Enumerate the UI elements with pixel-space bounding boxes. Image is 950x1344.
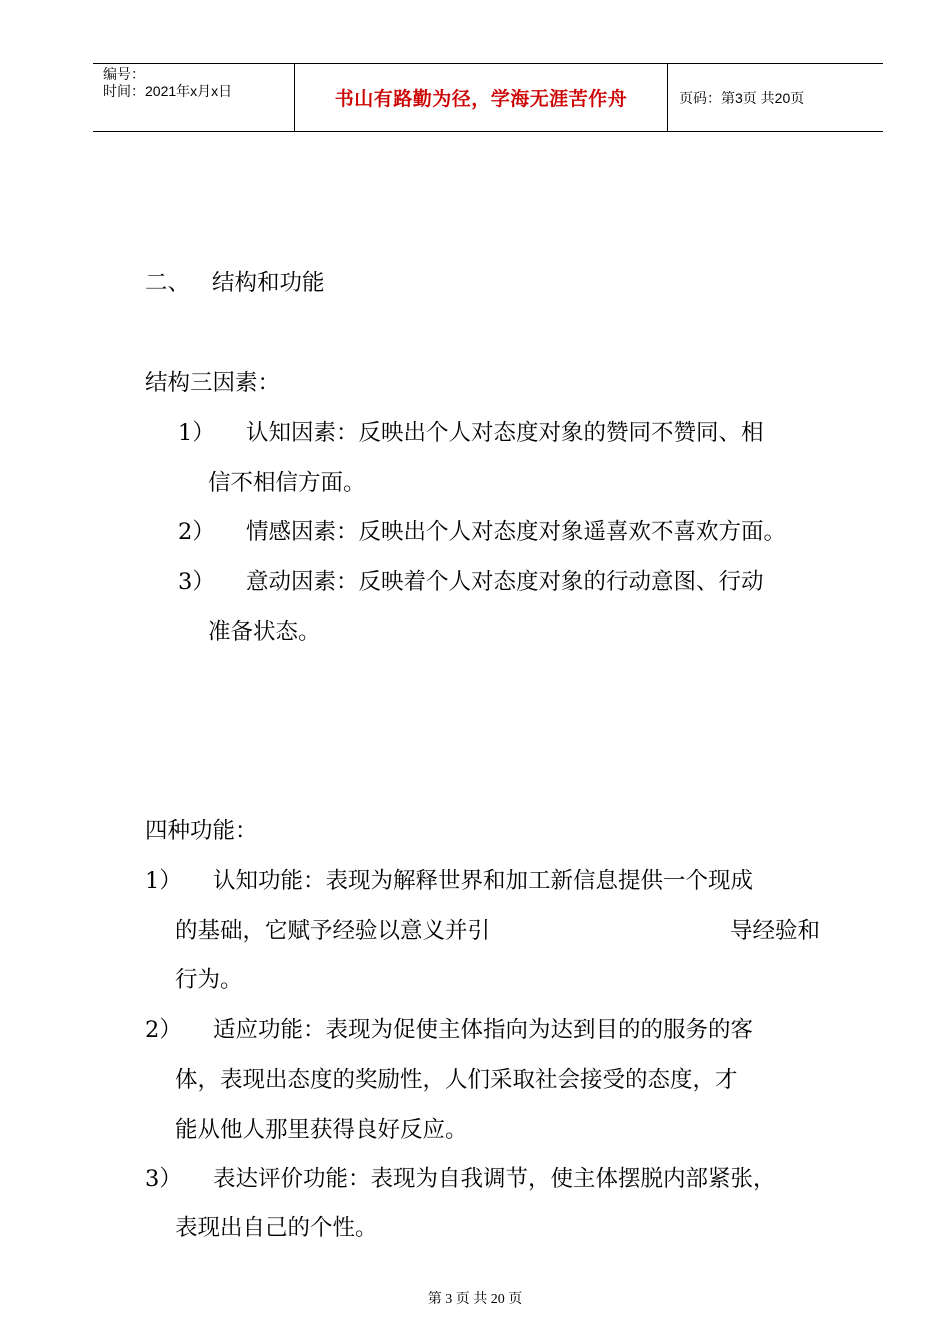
list-item-text: 表达评价功能：表现为自我调节，使主体摆脱内部紧张，: [213, 1166, 776, 1192]
number-label: 编号：: [103, 66, 145, 82]
list-item-number: 2）: [145, 1017, 182, 1043]
list-item-text: 准备状态。: [208, 619, 321, 645]
header-divider: [667, 64, 668, 131]
page-header: [93, 63, 883, 132]
list-item-text: 适应功能：表现为促使主体指向为达到目的的服务的客: [213, 1017, 754, 1043]
list-item-number: 1）: [178, 420, 215, 446]
header-motto: 书山有路勤为径，学海无涯苦作舟: [334, 88, 628, 110]
list-item-number: 3）: [145, 1166, 182, 1192]
section-number: 二、: [145, 270, 191, 296]
list-item-text: 行为。: [175, 967, 243, 993]
page-footer: 第 3 页 共 20 页: [427, 1292, 523, 1307]
list-item-text: 的基础，它赋予经验以意义并引: [175, 918, 491, 944]
section-title: 结构和功能: [212, 270, 325, 296]
list-item-text: 认知因素：反映出个人对态度对象的赞同不赞同、相: [246, 420, 764, 446]
time-label: 时间：2021年x月x日: [103, 83, 233, 99]
functions-heading: 四种功能：: [145, 818, 258, 844]
list-item-text: 意动因素：反映着个人对态度对象的行动意图、行动: [246, 569, 764, 595]
list-item-text: 信不相信方面。: [208, 470, 366, 496]
header-page-label: 页码：第3页 共20页: [679, 90, 805, 106]
list-item-number: 2）: [178, 519, 215, 545]
list-item-text: 情感因素：反映出个人对态度对象遥喜欢不喜欢方面。: [246, 519, 787, 545]
header-meta: [103, 66, 232, 100]
list-item-number: 1）: [145, 868, 182, 894]
list-item-text: 认知功能：表现为解释世界和加工新信息提供一个现成: [213, 868, 754, 894]
list-item-text: 表现出自己的个性。: [175, 1215, 378, 1241]
list-item-number: 3）: [178, 569, 215, 595]
structure-heading: 结构三因素：: [145, 370, 281, 396]
list-item-text: 导经验和: [730, 918, 821, 944]
list-item-text: 体，表现出态度的奖励性，人们采取社会接受的态度，才: [175, 1067, 738, 1093]
list-item-text: 能从他人那里获得良好反应。: [175, 1117, 468, 1143]
